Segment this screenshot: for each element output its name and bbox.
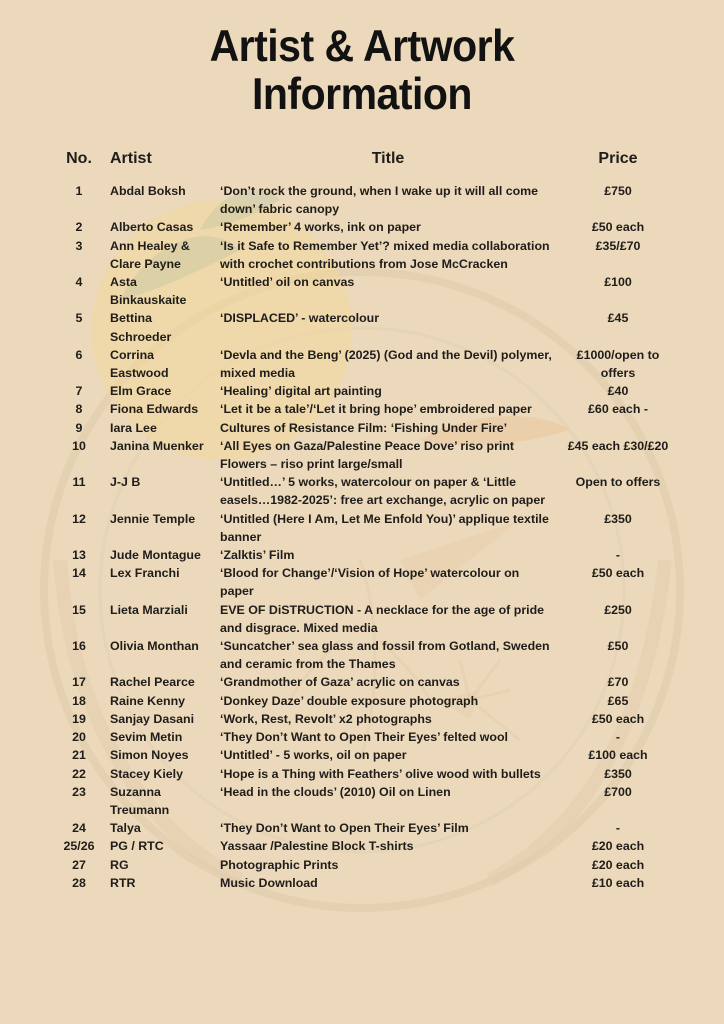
row-price: - xyxy=(615,730,621,745)
row-artist: Janina Muenker xyxy=(110,438,204,453)
row-number: 16 xyxy=(72,639,86,654)
row-number: 20 xyxy=(72,730,86,745)
table-row xyxy=(50,601,678,637)
table-row xyxy=(50,837,678,855)
row-number: 2 xyxy=(75,220,83,235)
row-artist: RG xyxy=(110,857,129,872)
table-row xyxy=(50,710,678,728)
row-price: £10 each xyxy=(591,875,645,890)
row-price: £20 each xyxy=(591,839,645,854)
row-artist: Sevim Metin xyxy=(110,730,183,745)
row-price: £70 xyxy=(607,675,629,690)
row-price: £45 each £30/£20 xyxy=(567,438,669,453)
row-number: 19 xyxy=(72,711,86,726)
row-title: ‘Is it Safe to Remember Yet’? mixed media collaboration with crochet contributions from Jose McCracken xyxy=(220,238,550,271)
table-row xyxy=(50,346,678,382)
row-title: ‘Untitled…’ 5 works, watercolour on paper & ‘Little easels…1982-2025’: free art exchange, acrylic on paper xyxy=(220,475,546,508)
row-price: £350 xyxy=(604,766,632,781)
row-price xyxy=(558,419,678,437)
row-number: 27 xyxy=(72,857,86,872)
row-number: 12 xyxy=(72,511,86,526)
row-price: £350 xyxy=(604,511,632,526)
row-price: £50 each xyxy=(591,566,645,581)
row-title: ‘Devla and the Beng’ (2025) (God and the Devil) polymer, mixed media xyxy=(220,347,552,381)
row-title: ‘Grandmother of Gaza’ acrylic on canvas xyxy=(220,675,460,690)
row-number: 8 xyxy=(75,402,83,417)
row-title: ‘Healing’ digital art painting xyxy=(220,384,382,399)
row-artist: Suzanna Treumann xyxy=(110,784,170,817)
row-artist: Alberto Casas xyxy=(110,220,194,235)
row-number: 17 xyxy=(72,675,86,690)
row-artist: Ann Healey & Clare Payne xyxy=(110,238,190,271)
table-header-row xyxy=(50,148,678,182)
row-number: 10 xyxy=(72,438,86,453)
table-row xyxy=(50,856,678,874)
row-artist: Asta Binkauskaite xyxy=(110,275,187,308)
row-artist: Lieta Marziali xyxy=(110,602,188,617)
table-row xyxy=(50,273,678,309)
row-price: £700 xyxy=(604,784,632,799)
row-artist: Bettina Schroeder xyxy=(110,311,172,344)
row-number: 5 xyxy=(75,311,83,326)
header-title: Title xyxy=(371,150,405,167)
row-title: ‘Suncatcher’ sea glass and fossil from Gotland, Sweden and ceramic from the Thames xyxy=(220,639,550,672)
row-title: ‘Head in the clouds’ (2010) Oil on Linen xyxy=(220,784,451,799)
table-row xyxy=(50,692,678,710)
header-artist: Artist xyxy=(110,150,152,167)
row-artist: RTR xyxy=(110,875,136,890)
row-number: 9 xyxy=(75,420,83,435)
row-title: ‘Let it be a tale’/‘Let it bring hope’ embroidered paper xyxy=(220,402,532,417)
row-title: ‘Untitled’ - 5 works, oil on paper xyxy=(220,748,407,763)
row-artist: Corrina Eastwood xyxy=(110,347,169,381)
page-title xyxy=(0,22,724,118)
row-number: 21 xyxy=(72,748,86,763)
row-artist: Fiona Edwards xyxy=(110,402,199,417)
row-artist: Olivia Monthan xyxy=(110,639,199,654)
row-number: 25/26 xyxy=(63,839,95,854)
row-title: ‘Donkey Daze’ double exposure photograph xyxy=(220,693,479,708)
row-price: £750 xyxy=(604,184,632,198)
row-title: ‘Don’t rock the ground, when I wake up it will all come down’ fabric canopy xyxy=(220,184,539,217)
row-number: 23 xyxy=(72,784,86,799)
row-price: £50 xyxy=(607,639,629,654)
table-row xyxy=(50,400,678,418)
row-artist: Lex Franchi xyxy=(110,566,180,581)
row-number: 4 xyxy=(75,275,83,290)
row-artist: Talya xyxy=(110,821,141,836)
row-number: 6 xyxy=(75,347,83,362)
table-row xyxy=(50,473,678,509)
table-row xyxy=(50,218,678,236)
row-title: Music Download xyxy=(220,875,318,890)
row-number: 15 xyxy=(72,602,86,617)
row-title: Yassaar /Palestine Block T-shirts xyxy=(220,839,414,854)
row-price: £65 xyxy=(607,693,629,708)
row-title: ‘They Don’t Want to Open Their Eyes’ felted wool xyxy=(220,730,508,745)
row-price: - xyxy=(615,548,621,563)
row-artist: Stacey Kiely xyxy=(110,766,184,781)
table-row xyxy=(50,637,678,673)
table-row xyxy=(50,382,678,400)
row-number: 7 xyxy=(75,384,83,399)
row-artist: Rachel Pearce xyxy=(110,675,195,690)
row-artist: Abdal Boksh xyxy=(110,184,186,198)
title-line-1: Artist & Artwork xyxy=(209,21,515,71)
title-line-2: Information xyxy=(252,69,472,119)
row-title: EVE OF DiSTRUCTION - A necklace for the age of pride and disgrace. Mixed media xyxy=(220,602,545,635)
row-number: 14 xyxy=(72,566,86,581)
row-title: ‘Blood for Change’/‘Vision of Hope’ watercolour on paper xyxy=(220,566,520,599)
row-title: ‘Untitled (Here I Am, Let Me Enfold You)’ applique textile banner xyxy=(220,511,549,544)
row-number: 1 xyxy=(75,184,83,198)
table-row xyxy=(50,746,678,764)
row-artist: Elm Grace xyxy=(110,384,172,399)
row-title: ‘Zalktis’ Film xyxy=(220,548,295,563)
table-row xyxy=(50,819,678,837)
row-number: 11 xyxy=(72,475,86,490)
row-title: Photographic Prints xyxy=(220,857,339,872)
table-row xyxy=(50,874,678,892)
table-row xyxy=(50,309,678,345)
row-price: £45 xyxy=(607,311,629,326)
row-artist: Jude Montague xyxy=(110,548,201,563)
row-number: 3 xyxy=(75,238,83,253)
row-artist: Simon Noyes xyxy=(110,748,189,763)
table-row xyxy=(50,783,678,819)
row-title: ‘They Don’t Want to Open Their Eyes’ Film xyxy=(220,821,469,836)
table-row xyxy=(50,564,678,600)
table-row xyxy=(50,728,678,746)
row-artist: Raine Kenny xyxy=(110,693,186,708)
header-price: Price xyxy=(598,150,638,167)
header-no: No. xyxy=(66,150,92,167)
row-price: £40 xyxy=(607,384,629,399)
row-title: ‘Untitled’ oil on canvas xyxy=(220,275,355,290)
artwork-table xyxy=(50,148,678,892)
row-price: £20 each xyxy=(591,857,645,872)
row-price: £100 each xyxy=(588,748,648,763)
row-artist: Iara Lee xyxy=(110,420,157,435)
row-price: £100 xyxy=(604,275,632,290)
row-title: ‘Hope is a Thing with Feathers’ olive wood with bullets xyxy=(220,766,541,781)
row-title: ‘Work, Rest, Revolt’ x2 photographs xyxy=(220,711,432,726)
row-price: £1000/open to offers xyxy=(576,347,660,381)
table-row xyxy=(50,673,678,691)
row-artist: J-J B xyxy=(110,475,141,490)
row-price: £250 xyxy=(604,602,632,617)
table-row xyxy=(50,510,678,546)
row-price: £35/£70 xyxy=(595,238,641,253)
row-title: ‘Remember’ 4 works, ink on paper xyxy=(220,220,421,235)
row-number: 18 xyxy=(72,693,86,708)
table-row xyxy=(50,765,678,783)
table-row xyxy=(50,419,678,437)
row-title: Cultures of Resistance Film: ‘Fishing Under Fire’ xyxy=(220,420,508,435)
row-artist: Sanjay Dasani xyxy=(110,711,195,726)
row-number: 22 xyxy=(72,766,86,781)
row-price: - xyxy=(615,821,621,836)
row-artist: Jennie Temple xyxy=(110,511,196,526)
table-row xyxy=(50,437,678,473)
row-title: ‘All Eyes on Gaza/Palestine Peace Dove’ riso print Flowers – riso print large/small xyxy=(220,438,515,472)
row-number: 28 xyxy=(72,875,86,890)
row-price: £50 each xyxy=(591,220,645,235)
table-row xyxy=(50,546,678,564)
row-artist: PG / RTC xyxy=(110,839,164,854)
row-price: £60 each - xyxy=(588,402,648,417)
row-title: ‘DISPLACED’ - watercolour xyxy=(220,311,380,326)
row-number: 13 xyxy=(72,548,86,563)
row-price: Open to offers xyxy=(575,475,661,490)
table-row xyxy=(50,182,678,218)
table-row xyxy=(50,237,678,273)
row-number: 24 xyxy=(72,821,86,836)
row-price: £50 each xyxy=(591,711,645,726)
